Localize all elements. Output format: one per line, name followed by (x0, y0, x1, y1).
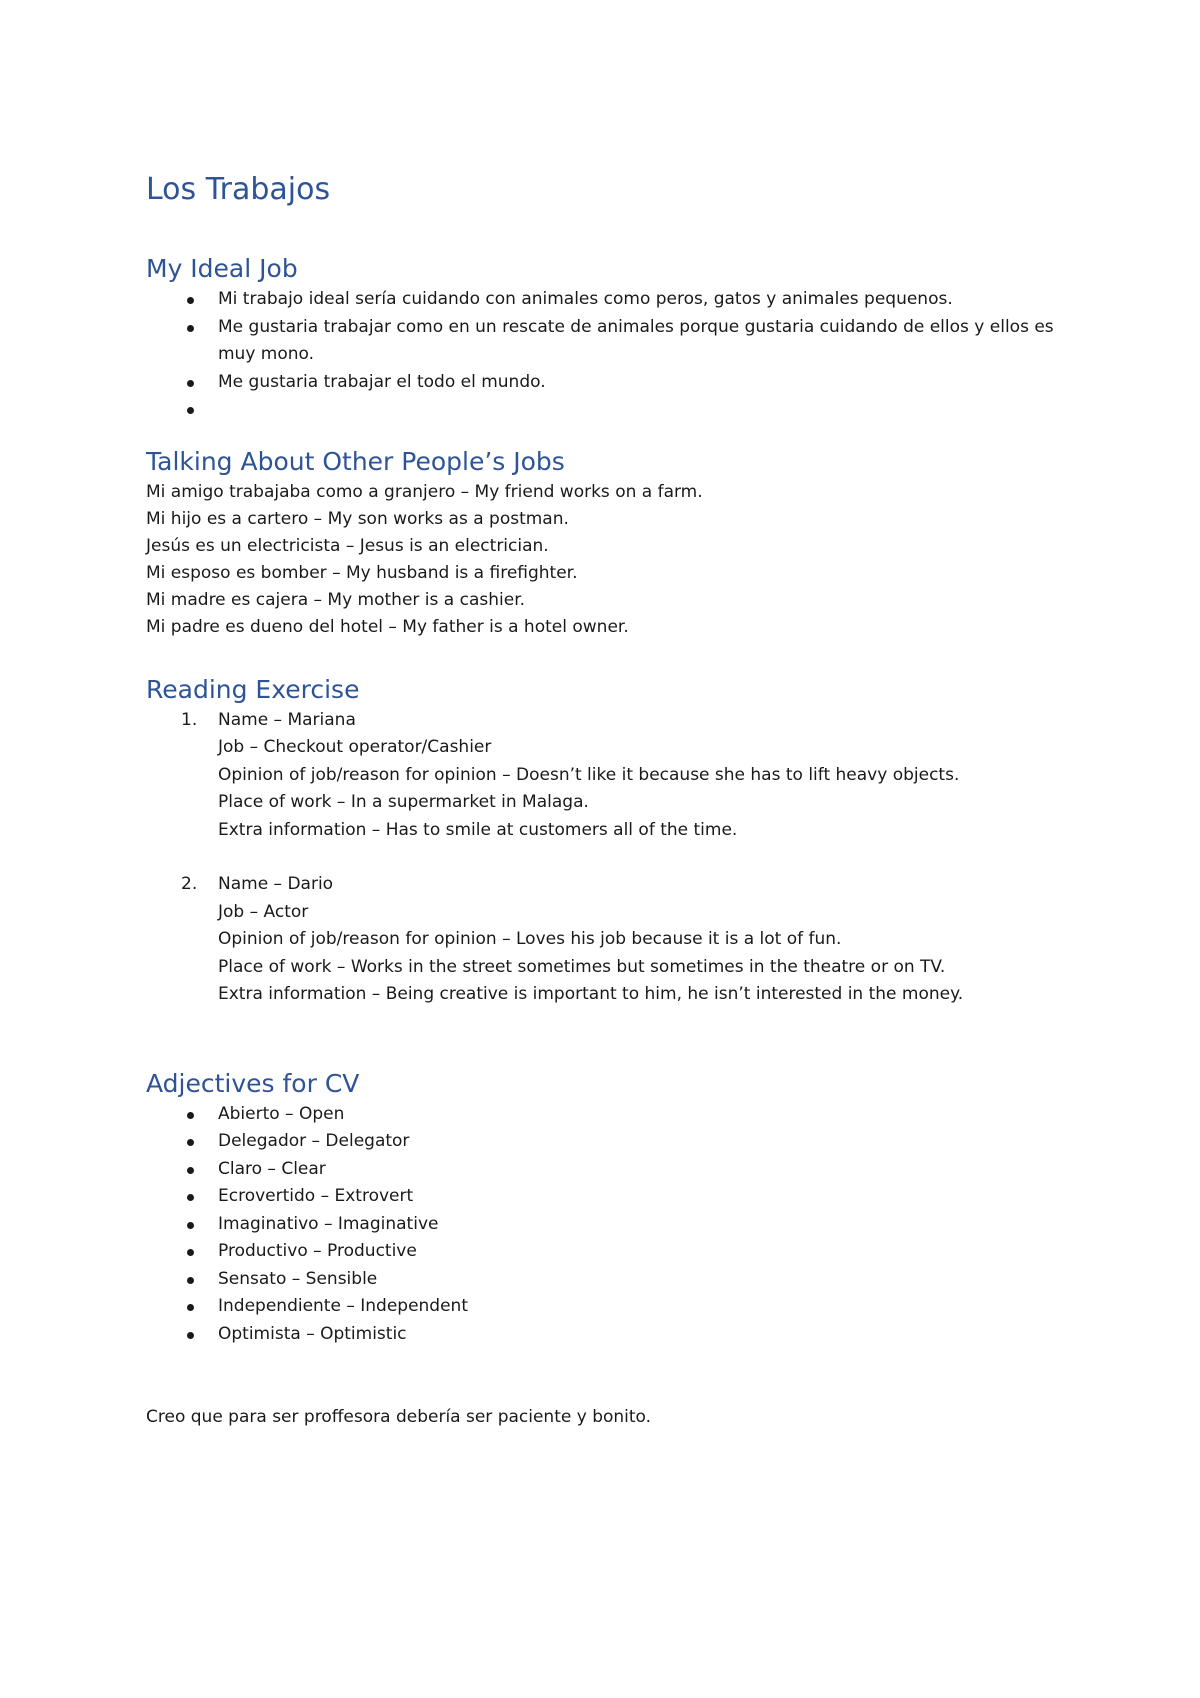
document-title: Los Trabajos (146, 172, 331, 207)
reading-list (146, 707, 1066, 1009)
bullet-icon (187, 1277, 194, 1284)
list-item-empty (146, 396, 1066, 424)
list-item: Productivo – Productive (146, 1238, 1066, 1266)
reading-line: Place of work – In a supermarket in Malaga. (218, 792, 589, 812)
heading-ideal-job: My Ideal Job (146, 254, 298, 283)
list-item: Me gustaria trabajar como en un rescate de animales porque gustaria cuidando de ellos y ellos es muy mono. (146, 314, 1066, 369)
sentence-line: Jesús es un electricista – Jesus is an electrician. (146, 535, 549, 556)
item-number: 1. (181, 709, 198, 730)
bullet-icon (187, 1332, 194, 1339)
sentence-line: Mi amigo trabajaba como a granjero – My friend works on a farm. (146, 481, 703, 502)
list-item: Ecrovertido – Extrovert (146, 1183, 1066, 1211)
reading-line: Opinion of job/reason for opinion – Doesn’t like it because she has to lift heavy objects. (218, 764, 960, 785)
sentence-line: Mi hijo es a cartero – My son works as a postman. (146, 508, 569, 529)
list-item: Optimista – Optimistic (146, 1321, 1066, 1349)
reading-line: Extra information – Being creative is important to him, he isn’t interested in the money. (218, 984, 964, 1004)
bullet-icon (187, 297, 194, 304)
sentence-line: Mi esposo es bomber – My husband is a firefighter. (146, 562, 578, 583)
ideal-job-list (146, 286, 1066, 424)
list-item: Mi trabajo ideal sería cuidando con animales como peros, gatos y animales pequenos. (146, 286, 1066, 314)
bullet-icon (187, 1222, 194, 1229)
list-item (146, 871, 1066, 1009)
reading-line: Job – Actor (218, 901, 309, 922)
list-item: Imaginativo – Imaginative (146, 1211, 1066, 1239)
bullet-icon (187, 1112, 194, 1119)
reading-line: Place of work – Works in the street sometimes but sometimes in the theatre or on TV. (218, 956, 946, 977)
list-item: Me gustaria trabajar el todo el mundo. (146, 369, 1066, 397)
list-item (146, 707, 1066, 872)
sentence-line: Mi padre es dueno del hotel – My father is a hotel owner. (146, 616, 629, 637)
heading-adjectives: Adjectives for CV (146, 1068, 360, 1098)
bullet-icon (187, 407, 194, 414)
bullet-icon (187, 1249, 194, 1256)
reading-line: Opinion of job/reason for opinion – Loves his job because it is a lot of fun. (218, 929, 842, 949)
list-item: Sensato – Sensible (146, 1266, 1066, 1294)
bullet-icon (187, 325, 194, 332)
reading-line: Job – Checkout operator/Cashier (218, 737, 492, 757)
reading-line: Extra information – Has to smile at customers all of the time. (218, 819, 738, 840)
list-item: Independiente – Independent (146, 1293, 1066, 1321)
adjectives-list (146, 1101, 1066, 1349)
heading-other-jobs: Talking About Other People’s Jobs (146, 446, 565, 476)
bullet-icon (187, 1304, 194, 1311)
list-item: Abierto – Open (146, 1101, 1066, 1129)
bullet-icon (187, 1167, 194, 1174)
sentence-line: Mi madre es cajera – My mother is a cashier. (146, 589, 526, 610)
heading-reading-exercise: Reading Exercise (146, 674, 360, 704)
list-item: Delegador – Delegator (146, 1128, 1066, 1156)
closing-sentence: Creo que para ser proffesora debería ser paciente y bonito. (146, 1407, 652, 1427)
bullet-icon (187, 1194, 194, 1201)
item-number: 2. (181, 874, 198, 894)
bullet-icon (187, 380, 194, 387)
reading-line: Name – Mariana (218, 709, 356, 730)
bullet-icon (187, 1139, 194, 1146)
document-body (146, 160, 1066, 1448)
reading-line: Name – Dario (218, 874, 334, 894)
other-jobs-lines (146, 479, 1066, 641)
list-item: Claro – Clear (146, 1156, 1066, 1184)
